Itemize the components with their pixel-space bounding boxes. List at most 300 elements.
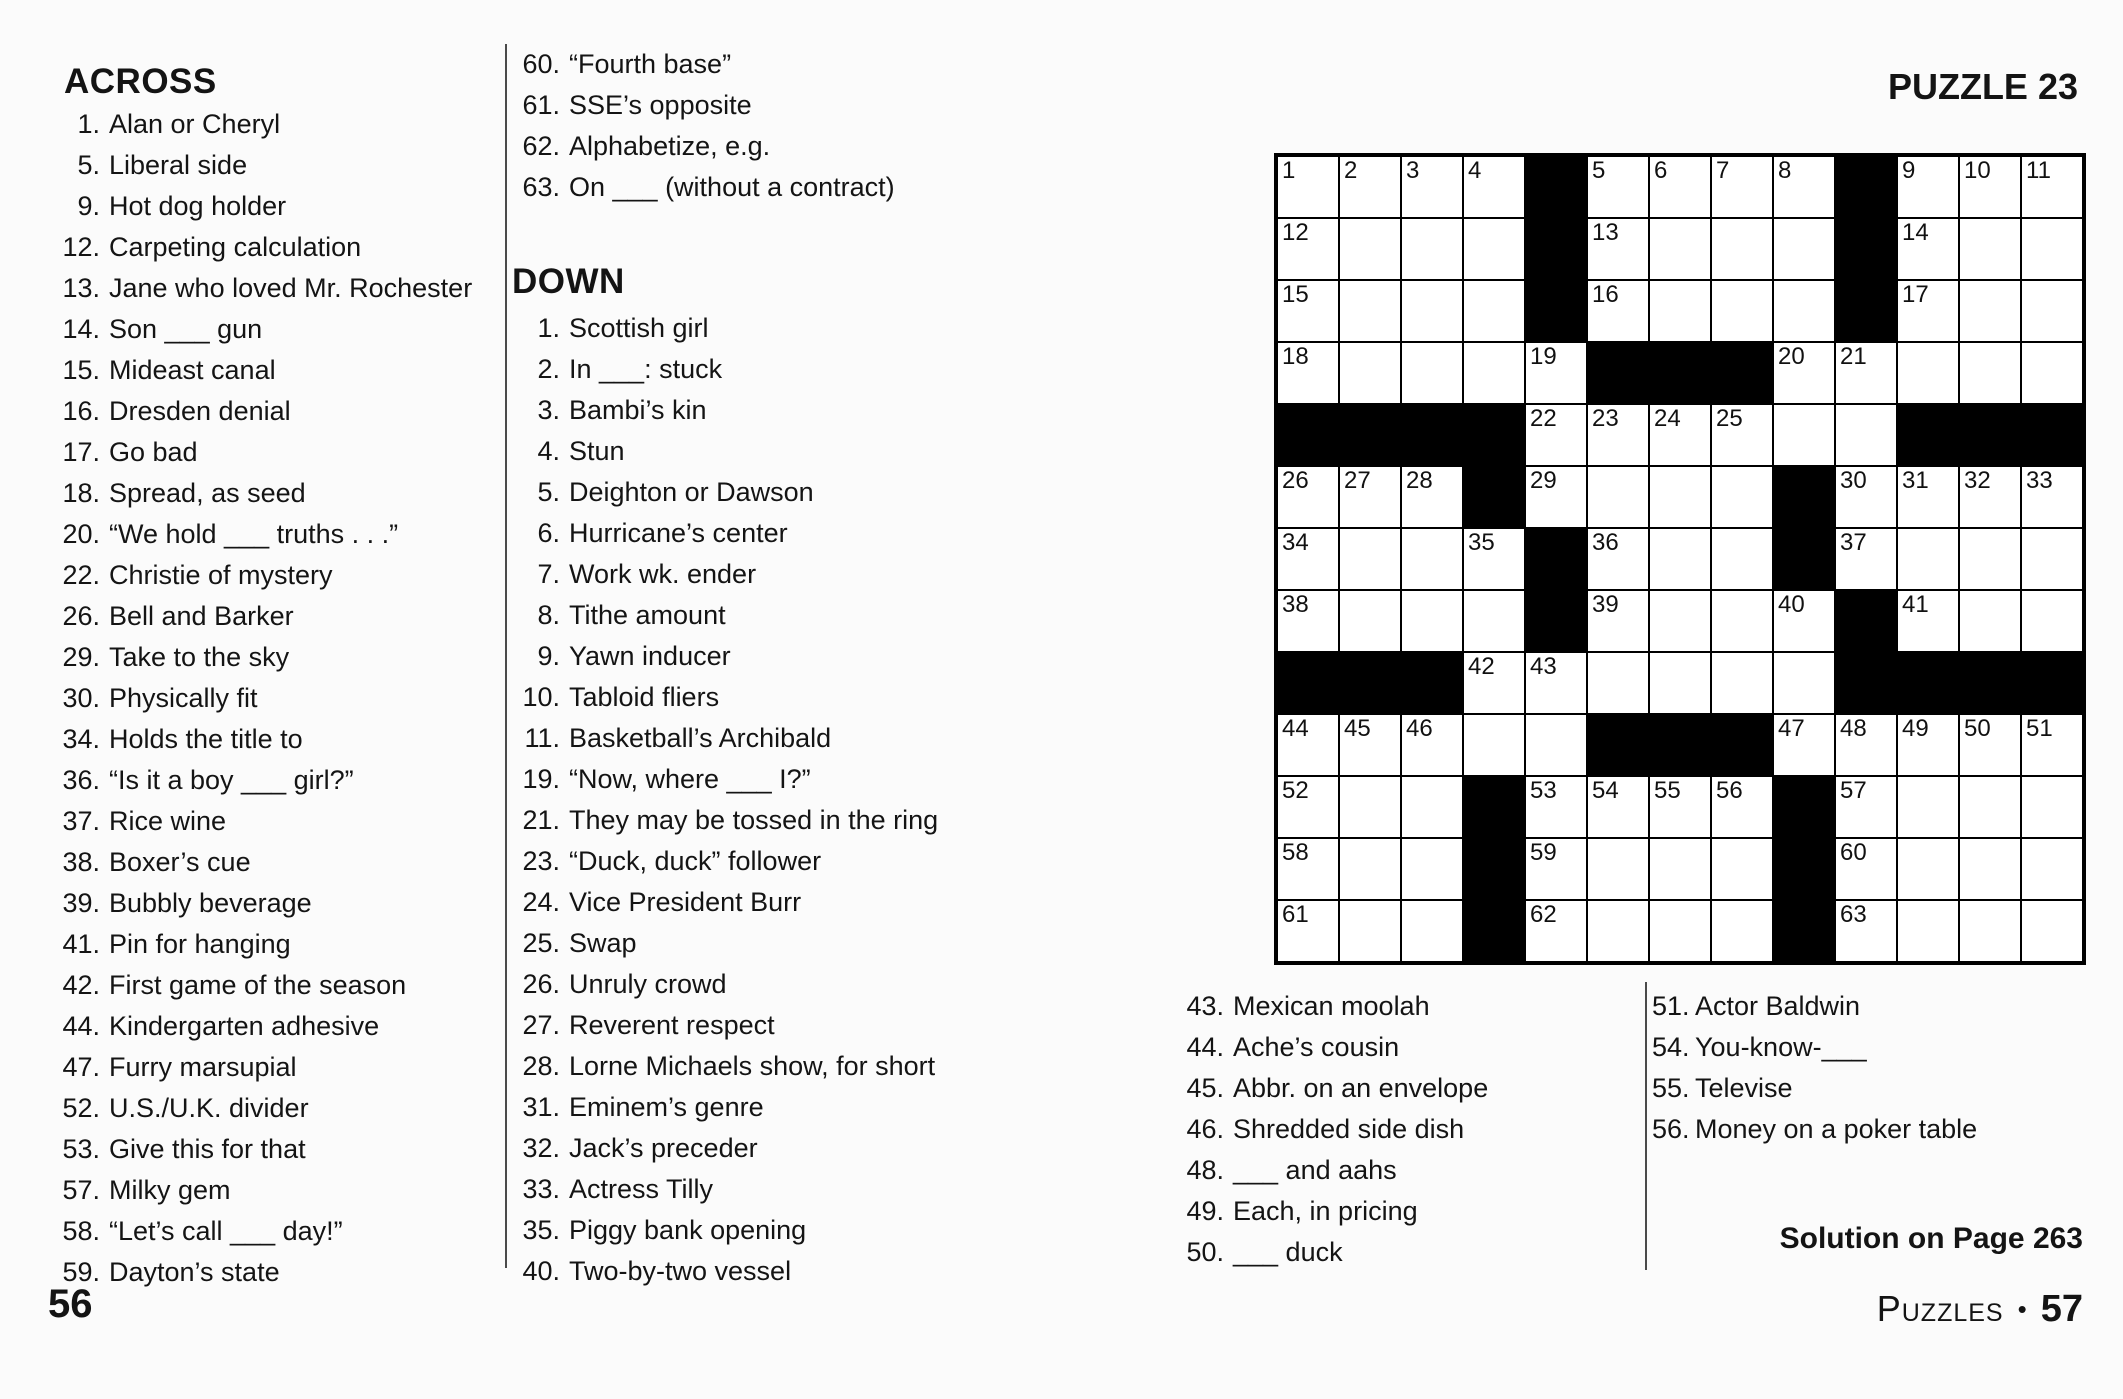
grid-cell-number: 62 [1530,901,1557,928]
grid-cell[interactable] [1277,528,1339,590]
grid-cell[interactable] [1587,280,1649,342]
grid-cell[interactable] [1649,218,1711,280]
grid-cell-number: 5 [1592,157,1606,184]
grid-cell-number: 21 [1840,343,1867,370]
grid-cell-number: 44 [1282,715,1309,742]
grid-cell[interactable] [1773,590,1835,652]
grid-cell[interactable] [2021,590,2083,652]
grid-cell[interactable] [1711,652,1773,714]
grid-cell-black [1277,652,1339,714]
grid-cell-number: 42 [1468,653,1495,680]
grid-cell-black [1401,404,1463,466]
clue-text: Actress Tilly [569,1174,714,1204]
grid-cell[interactable] [1587,776,1649,838]
grid-cell[interactable] [1339,776,1401,838]
grid-cell[interactable] [1463,342,1525,404]
grid-cell-number: 27 [1344,467,1371,494]
grid-cell[interactable] [1649,404,1711,466]
clue-number: 49. [1186,1196,1224,1226]
grid-cell[interactable] [1835,342,1897,404]
grid-cell[interactable] [1773,156,1835,218]
grid-cell-number: 18 [1282,343,1309,370]
grid-cell-number: 40 [1778,591,1805,618]
clue-text: ___ duck [1233,1237,1343,1267]
clue-item [44,883,472,924]
grid-cell[interactable] [1711,838,1773,900]
grid-cell-black [1835,218,1897,280]
grid-cell[interactable] [2021,776,2083,838]
grid-cell[interactable] [1897,466,1959,528]
grid-cell[interactable] [1587,528,1649,590]
grid-cell[interactable] [1711,466,1773,528]
clue-item [512,554,938,595]
grid-cell[interactable] [2021,528,2083,590]
clue-item [512,1251,938,1292]
clue-text: Bell and Barker [109,601,294,631]
grid-cell[interactable] [1401,218,1463,280]
grid-cell[interactable] [1649,838,1711,900]
grid-cell[interactable] [1711,218,1773,280]
column-divider-right-page [1645,982,1647,1270]
clue-text: They may be tossed in the ring [569,805,939,835]
grid-cell[interactable] [1277,156,1339,218]
grid-cell[interactable] [1773,404,1835,466]
clue-number: 9. [537,641,560,671]
grid-cell[interactable] [1649,280,1711,342]
grid-cell[interactable] [2021,714,2083,776]
grid-cell[interactable] [1649,466,1711,528]
clue-text: Liberal side [109,150,248,180]
grid-cell-black [1525,218,1587,280]
grid-cell[interactable] [1649,900,1711,962]
grid-cell[interactable] [1525,466,1587,528]
clue-number: 14. [62,314,100,344]
grid-cell[interactable] [1711,280,1773,342]
grid-cell[interactable] [1401,838,1463,900]
clue-text: Work wk. ender [569,559,757,589]
grid-cell[interactable] [2021,280,2083,342]
clue-item [512,167,895,208]
clue-item [512,636,938,677]
grid-cell[interactable] [1835,838,1897,900]
grid-cell[interactable] [1959,776,2021,838]
clue-number: 6. [537,518,560,548]
grid-cell[interactable] [2021,342,2083,404]
grid-cell[interactable] [1339,714,1401,776]
clue-number: 57. [62,1175,100,1205]
grid-cell[interactable] [1587,404,1649,466]
clue-item [44,760,472,801]
grid-cell[interactable] [1773,218,1835,280]
clue-item [44,842,472,883]
footer-right [1877,1288,2083,1331]
grid-cell[interactable] [1525,776,1587,838]
grid-cell-black [1773,838,1835,900]
page-number-right: 57 [2040,1288,2083,1330]
clue-item [512,44,895,85]
grid-cell[interactable] [1959,528,2021,590]
clue-text: First game of the season [109,970,407,1000]
clue-text: Lorne Michaels show, for short [569,1051,936,1081]
grid-cell[interactable] [1525,900,1587,962]
grid-cell-black [1649,714,1711,776]
clue-item [44,1252,472,1293]
grid-cell[interactable] [1277,714,1339,776]
grid-cell[interactable] [1587,466,1649,528]
grid-cell[interactable] [1959,156,2021,218]
clue-number: 59. [62,1257,100,1287]
clue-number: 63. [522,172,560,202]
grid-cell-black [1773,776,1835,838]
clue-text: Basketball’s Archibald [569,723,832,753]
grid-cell[interactable] [1277,466,1339,528]
clue-item [44,186,472,227]
grid-cell[interactable] [1711,156,1773,218]
grid-cell[interactable] [1401,900,1463,962]
grid-cell[interactable] [2021,218,2083,280]
clue-number: 2. [537,354,560,384]
grid-cell[interactable] [1959,342,2021,404]
grid-cell[interactable] [1897,218,1959,280]
clue-item [512,349,938,390]
grid-cell[interactable] [1525,652,1587,714]
clue-item [512,882,938,923]
clue-number: 3. [537,395,560,425]
grid-cell[interactable] [1959,590,2021,652]
grid-cell-number: 13 [1592,219,1619,246]
grid-cell[interactable] [1277,838,1339,900]
clue-number: 4. [537,436,560,466]
clue-item [44,1211,472,1252]
grid-cell[interactable] [1525,342,1587,404]
grid-cell-number: 10 [1964,157,1991,184]
grid-cell[interactable] [1463,590,1525,652]
clue-number: 48. [1186,1155,1224,1185]
clue-number: 41. [62,929,100,959]
clue-number: 9. [77,191,100,221]
grid-cell[interactable] [1339,280,1401,342]
grid-cell[interactable] [1897,280,1959,342]
grid-cell[interactable] [1835,714,1897,776]
grid-cell[interactable] [2021,900,2083,962]
clue-number: 26. [62,601,100,631]
grid-cell-number: 56 [1716,777,1743,804]
grid-cell[interactable] [1959,900,2021,962]
grid-cell[interactable] [1897,838,1959,900]
clue-number: 54. [1652,1032,1690,1062]
clue-number: 13. [62,273,100,303]
clue-text: “Now, where ___ I?” [569,764,811,794]
grid-cell[interactable] [1277,776,1339,838]
clue-item [512,1210,938,1251]
grid-cell-number: 49 [1902,715,1929,742]
grid-cell-black [1773,900,1835,962]
grid-cell[interactable] [1277,280,1339,342]
clue-text: Rice wine [109,806,227,836]
grid-cell-number: 60 [1840,839,1867,866]
grid-cell[interactable] [1649,528,1711,590]
grid-cell[interactable] [1897,590,1959,652]
grid-cell-number: 24 [1654,405,1681,432]
grid-cell[interactable] [1401,776,1463,838]
grid-cell-number: 55 [1654,777,1681,804]
clue-text: Bambi’s kin [569,395,707,425]
puzzle-title: PUZZLE 23 [1887,66,2078,107]
clue-item [44,1129,472,1170]
grid-cell[interactable] [1711,404,1773,466]
clue-item [512,513,938,554]
grid-cell-black [1587,342,1649,404]
grid-cell[interactable] [2021,466,2083,528]
grid-cell[interactable] [1897,528,1959,590]
grid-cell[interactable] [1959,280,2021,342]
clue-item [44,801,472,842]
grid-cell-black [2021,404,2083,466]
grid-cell[interactable] [1897,342,1959,404]
grid-cell[interactable] [1401,280,1463,342]
grid-cell-number: 25 [1716,405,1743,432]
grid-cell[interactable] [1835,466,1897,528]
grid-cell[interactable] [1277,218,1339,280]
clue-text: Give this for that [109,1134,306,1164]
clue-text: Alan or Cheryl [109,109,281,139]
grid-cell[interactable] [1959,714,2021,776]
clue-number: 42. [62,970,100,1000]
grid-cell-black [1525,590,1587,652]
grid-cell[interactable] [1897,714,1959,776]
grid-cell-number: 41 [1902,591,1929,618]
clue-text: Jane who loved Mr. Rochester [109,273,473,303]
clue-text: Actor Baldwin [1695,991,1861,1021]
grid-cell[interactable] [1401,714,1463,776]
clue-text: U.S./U.K. divider [109,1093,309,1123]
grid-cell-black [1835,156,1897,218]
grid-cell[interactable] [1401,466,1463,528]
grid-cell[interactable] [2021,838,2083,900]
grid-cell[interactable] [1835,776,1897,838]
grid-cell[interactable] [1339,590,1401,652]
grid-cell[interactable] [1339,156,1401,218]
down-clues-bottom-right [1652,986,1977,1150]
grid-cell-number: 8 [1778,157,1792,184]
grid-cell[interactable] [1773,714,1835,776]
grid-cell-black [1401,652,1463,714]
clue-item [1182,1109,1488,1150]
clue-item [44,1088,472,1129]
grid-cell[interactable] [1401,342,1463,404]
grid-cell-number: 35 [1468,529,1495,556]
grid-cell-number: 28 [1406,467,1433,494]
grid-cell[interactable] [2021,156,2083,218]
clue-item [44,678,472,719]
clue-item [44,268,472,309]
grid-cell[interactable] [1773,342,1835,404]
clue-number: 38. [62,847,100,877]
grid-cell[interactable] [1463,714,1525,776]
clue-text: Vice President Burr [569,887,802,917]
grid-cell[interactable] [1463,156,1525,218]
grid-cell-number: 17 [1902,281,1929,308]
grid-cell[interactable] [1649,776,1711,838]
clue-item [512,1169,938,1210]
clue-text: Deighton or Dawson [569,477,814,507]
grid-cell-black [1773,528,1835,590]
grid-cell-number: 57 [1840,777,1867,804]
grid-cell[interactable] [1959,218,2021,280]
clue-number: 26. [522,969,560,999]
grid-cell[interactable] [1525,838,1587,900]
clue-number: 18. [62,478,100,508]
grid-cell-number: 30 [1840,467,1867,494]
grid-cell-number: 33 [2026,467,2053,494]
grid-cell-black [1897,652,1959,714]
grid-cell[interactable] [1463,280,1525,342]
clue-number: 60. [522,49,560,79]
clue-item [512,126,895,167]
grid-cell-black [1711,342,1773,404]
grid-cell-number: 43 [1530,653,1557,680]
grid-cell[interactable] [1463,528,1525,590]
grid-cell[interactable] [1401,156,1463,218]
grid-cell[interactable] [1525,714,1587,776]
clue-text: Milky gem [109,1175,231,1205]
grid-cell[interactable] [1773,280,1835,342]
grid-cell-number: 11 [2026,157,2051,184]
grid-cell-black [1835,280,1897,342]
grid-cell-number: 39 [1592,591,1619,618]
clue-number: 11. [524,723,560,753]
clue-text: Eminem’s genre [569,1092,764,1122]
grid-cell[interactable] [1835,404,1897,466]
clue-text: Kindergarten adhesive [109,1011,380,1041]
grid-cell[interactable] [1959,466,2021,528]
grid-cell[interactable] [1897,776,1959,838]
clue-number: 44. [62,1011,100,1041]
grid-cell[interactable] [1711,590,1773,652]
grid-cell-number: 3 [1406,157,1420,184]
clue-number: 1. [537,313,560,343]
clue-number: 61. [522,90,560,120]
clue-number: 31. [522,1092,560,1122]
grid-cell[interactable] [1339,900,1401,962]
grid-cell[interactable] [1587,652,1649,714]
grid-cell[interactable] [1525,404,1587,466]
grid-cell[interactable] [1463,218,1525,280]
clue-text: Reverent respect [569,1010,775,1040]
grid-cell[interactable] [1711,776,1773,838]
clue-item [512,85,895,126]
grid-cell[interactable] [1649,590,1711,652]
down-clues-column-1 [512,308,938,1292]
grid-cell[interactable] [1339,838,1401,900]
clue-item [44,1170,472,1211]
clue-number: 46. [1186,1114,1224,1144]
grid-cell-number: 61 [1282,901,1309,928]
clue-number: 20. [62,519,100,549]
grid-cell[interactable] [1649,156,1711,218]
grid-cell[interactable] [1711,900,1773,962]
clue-number: 35. [522,1215,560,1245]
clue-text: Furry marsupial [109,1052,297,1082]
clue-item [44,555,472,596]
grid-cell[interactable] [1587,218,1649,280]
clue-item [512,923,938,964]
grid-cell[interactable] [1339,528,1401,590]
grid-cell-number: 14 [1902,219,1929,246]
grid-cell[interactable] [1401,528,1463,590]
clue-number: 56. [1652,1114,1690,1144]
clue-text: Hot dog holder [109,191,287,221]
grid-cell-number: 36 [1592,529,1619,556]
grid-cell[interactable] [1959,838,2021,900]
grid-cell-number: 38 [1282,591,1309,618]
grid-cell[interactable] [1339,218,1401,280]
grid-cell-number: 52 [1282,777,1309,804]
clue-item [1652,1109,1977,1150]
clue-number: 7. [537,559,560,589]
page-number-left: 56 [48,1282,93,1326]
grid-cell[interactable] [1339,342,1401,404]
grid-cell[interactable] [1277,590,1339,652]
clue-text: Tabloid fliers [569,682,720,712]
grid-cell[interactable] [1339,466,1401,528]
grid-cell-number: 9 [1902,157,1916,184]
grid-cell-number: 22 [1530,405,1557,432]
clue-item [44,1047,472,1088]
clue-item [44,637,472,678]
grid-cell[interactable] [1649,652,1711,714]
clue-text: Two-by-two vessel [569,1256,792,1286]
grid-cell-number: 26 [1282,467,1309,494]
grid-cell[interactable] [1773,652,1835,714]
grid-cell[interactable] [1835,528,1897,590]
grid-cell-number: 45 [1344,715,1371,742]
grid-cell[interactable] [1587,590,1649,652]
grid-cell[interactable] [1463,652,1525,714]
grid-cell[interactable] [1711,528,1773,590]
clue-number: 52. [62,1093,100,1123]
clue-item [44,227,472,268]
clue-text: “Is it a boy ___ girl?” [109,765,354,795]
grid-cell[interactable] [1897,900,1959,962]
grid-cell-number: 2 [1344,157,1358,184]
clue-text: Mexican moolah [1233,991,1430,1021]
clue-item [44,924,472,965]
grid-cell-number: 19 [1530,343,1557,370]
clue-number: 50. [1186,1237,1224,1267]
grid-cell-black [1773,466,1835,528]
grid-cell[interactable] [1587,838,1649,900]
grid-cell[interactable] [1277,900,1339,962]
grid-cell-black [1649,342,1711,404]
grid-cell[interactable] [1401,590,1463,652]
grid-cell[interactable] [1587,156,1649,218]
clue-text: Carpeting calculation [109,232,362,262]
clue-number: 27. [522,1010,560,1040]
clue-item [44,514,472,555]
clue-item [44,432,472,473]
grid-cell-black [1339,404,1401,466]
grid-cell-black [1463,838,1525,900]
clue-item [44,719,472,760]
grid-cell[interactable] [1277,342,1339,404]
grid-cell[interactable] [1897,156,1959,218]
grid-cell[interactable] [1835,900,1897,962]
clue-text: Unruly crowd [569,969,727,999]
grid-cell[interactable] [1587,900,1649,962]
clue-item [1182,1191,1488,1232]
bullet-separator: • [2017,1294,2027,1324]
